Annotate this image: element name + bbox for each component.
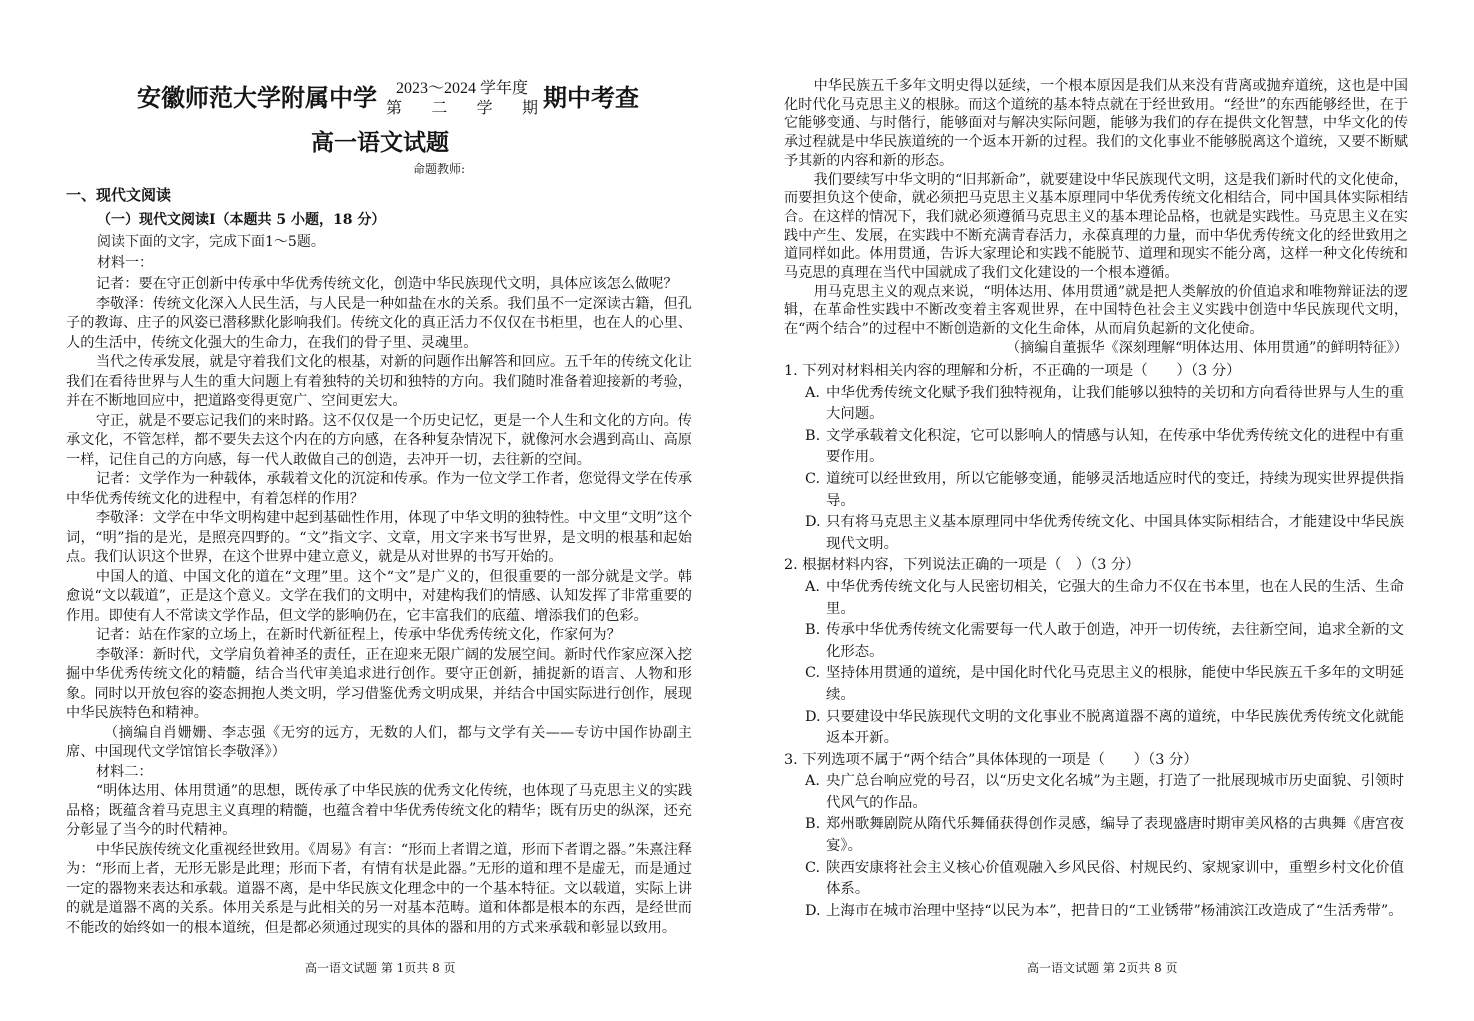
material1-paragraph: 李敬泽：文学在中华文明构建中起到基础性作用，体现了中华文明的独特性。中文里“文明”这个词，“明”指的是光，是照亮四野的。“文”指文字、文章，用文字来书写世界，是文明的根基和起始点。我们认识这个世界，在这个世界中建立意义，就是从对世界的书写开始的。 (66, 510, 693, 565)
option-label: D. (805, 902, 821, 919)
material1-paragraph: 李敬泽：传统文化深入人民生活，与人民是一种如盐在水的关系。我们虽不一定深读古籍，但孔子的教诲、庄子的风姿已潜移默化影响我们。传统文化的真正活力不仅仅在书柜里，也在人的心里、人的生活中，传统文化强大的生命力，在我们的骨子里、灵魂里。 (66, 295, 692, 351)
material1-paragraph: 守正，就是不要忘记我们的来时路。这不仅仅是一个历史记忆，更是一个人生和文化的方向。传承文化，不管怎样，都不要失去这个内在的方向感，在各种复杂情况下，就像河水会遇到高山、高原一样，记住自己的方向感，每一代人敢做自己的创造，去冲开一切，去往新的空间。 (66, 412, 692, 468)
question-1-option-b (784, 426, 1404, 469)
option-text: 中华优秀传统文化与人民密切相关，它强大的生命力不仅在书本里，也在人民的生活、生命里。 (826, 578, 1404, 617)
paper-title: 高一语文试题 (311, 129, 449, 156)
option-label: B. (805, 427, 821, 444)
material2-label: 材料二： (95, 763, 153, 780)
option-text: 中华优秀传统文化赋予我们独特视角，让我们能够以独特的关切和方向看待世界与人生的重大问题。 (826, 384, 1404, 423)
material2-paragraph: 中华民族五千多年文明史得以延续，一个根本原因是我们从来没有背离或抛弃道统，这也是中国化时代化马克思主义的根脉。而这个道统的基本特点就在于经世致用。“经世”的东西能够经世，在于它能够变通、与时偕行，能够面对与解决实际问题，能够为我们的存在提供文化智慧，中华文化的传承过程就是中华民族道统的一个返本开新的过程。我们的文化事业不能够脱离这个道统，又要不断赋予其新的内容和新的形态。 (784, 78, 1408, 169)
option-label: D. (805, 514, 821, 531)
question-3-option-d (784, 901, 1404, 923)
material2-paragraph: 我们要续写中华文明的“旧邦新命”，就要建设中华民族现代文明，这是我们新时代的文化使命，而要担负这个使命，就必须把马克思主义基本原理同中华优秀传统文化相结合，同中国具体实际相结合。在这样的情况下，我们就必须遵循马克思主义的基本理论品格，也就是实践性。马克思主义在实践中产生、发展，在实践中不断充满青春活力，永葆真理的力量，而中华优秀传统文化的经世致用之道同样如此。体用贯通，告诉大家理论和实践不能脱节、道理和现实不能分离，这样一种文化传统和马克思的真理在当代中国就成了我们文化建设的一个根本遵循。 (784, 171, 1408, 282)
option-label: A. (805, 384, 820, 401)
option-text: 央广总台响应党的号召，以“历史文化名城”为主题，打造了一批展现城市历史面貌、引领时代风气的作品。 (826, 773, 1404, 811)
left-page-footer: 高一语文试题 第 1页共 8 页 (305, 961, 456, 975)
option-text: 传承中华优秀传统文化需要每一代人敢于创造，冲开一切传统，去往新空间，追求全新的文化形态。 (826, 622, 1404, 660)
subsection-title: （一）现代文阅读Ⅰ（本题共 5 小题，18 分） (97, 212, 386, 228)
question-1-stem: 1. 下列对材料相关内容的理解和分析，不正确的一项是（ ）（3 分） (784, 363, 1241, 379)
material1-paragraph: 当代之传承发展，就是守着我们文化的根基，对新的问题作出解答和回应。五千年的传统文化让我们在看待世界与人生的重大问题上有着独特的关切和独特的方向。我们随时准备着迎接新的考验，并在不断地回应中，把道路变得更宽广、空间更宏大。 (66, 354, 692, 409)
question-setter: 命题教师: (413, 162, 466, 176)
question-list (784, 361, 1404, 922)
material1-paragraph: 中国人的道、中国文化的道在“文理”里。这个“文”是广义的，但很重要的一部分就是文学。韩愈说“文以载道”，正是这个意义。文学在我们的文明中，对建构我们的情感、认知发挥了非常重要的作用。即使有人不常读文学作品，但文学的影响仍在，它丰富我们的底蕴、增添我们的色彩。 (66, 568, 692, 624)
material2-paragraph: 用马克思主义的观点来说，“明体达用、体用贯通”就是把人类解放的价值追求和唯物辩证法的逻辑，在革命性实践中不断改变着主客观世界，在中国特色社会主义实践中创造中华民族现代文明，在“两个结合”的过程中不断创造新的文化生命体，从而肩负起新的文化使命。 (784, 283, 1408, 338)
right-page-footer: 高一语文试题 第 2页共 8 页 (1027, 961, 1178, 975)
option-text: 只有将马克思主义基本原理同中华优秀传统文化、中国具体实际相结合，才能建设中华民族现代文明。 (826, 514, 1404, 552)
material1-paragraph: 记者：要在守正创新中传承中华优秀传统文化，创造中华民族现代文明，具体应该怎么做呢？ (95, 276, 678, 292)
option-label: C. (805, 470, 821, 487)
material2-paragraph: 中华民族传统文化重视经世致用。《周易》有言：“形而上者谓之道，形而下者谓之器。”朱熹注释为：“形而上者，无形无影是此理；形而下者，有情有状是此器。”无形的道和理不是虚无，而是通过一定的器物来表达和承载。道器不离，是中华民族文化理念中的一个基本特征。文以载道，实际上讲的就是道器不离的关系。体用关系是与此相关的另一对基本范畴。道和体都是根本的东西，是经世而不能改的始终如一的根本道统，但是都必须通过现实的具体的器和用的方式来承载和彰显以致用。 (66, 841, 692, 936)
option-label: A. (805, 578, 820, 595)
material1-paragraph: 记者：站在作家的立场上，在新时代新征程上，传承中华优秀传统文化，作家何为？ (95, 627, 621, 643)
school-name: 安徽师范大学附属中学 (137, 83, 377, 112)
section-title: 一、现代文阅读 (66, 186, 172, 204)
option-label: C. (805, 665, 821, 682)
exam-name: 期中考查 (543, 83, 639, 112)
question-1-option-a (784, 383, 1404, 426)
material1-paragraph: 记者：文学作为一种载体，承载着文化的沉淀和传承。作为一位文学工作者，您觉得文学在传承中华优秀传统文化的进程中，有着怎样的作用？ (66, 471, 692, 507)
option-text: 郑州歌舞剧院从隋代乐舞俑获得创作灵感，编导了表现盛唐时期审美风格的古典舞《唐宫夜宴》。 (826, 816, 1404, 855)
question-2-option-a (784, 577, 1404, 620)
right-page-body (784, 77, 1408, 358)
option-text: 只要建设中华民族现代文明的文化事业不脱离道器不离的道统，中华民族优秀传统文化就能返本开新。 (826, 708, 1404, 747)
term-stack (386, 79, 538, 117)
material2-source: （摘编自董振华《深刻理解“明体达用、体用贯通”的鲜明特征》） (1006, 339, 1408, 356)
option-label: B. (805, 816, 821, 833)
question-3-option-c (784, 858, 1404, 901)
question-3-option-a (784, 771, 1404, 814)
question-2-option-c (784, 663, 1404, 706)
option-label: A. (805, 773, 820, 790)
question-1-option-d (784, 512, 1404, 555)
option-label: B. (805, 622, 821, 639)
material1-label: 材料一： (97, 255, 153, 271)
option-text: 坚持体用贯通的道统，是中国化时代化马克思主义的根脉，能使中华民族五千多年的文明延续。 (826, 665, 1404, 703)
semester: 第 二 学 期 (386, 98, 538, 117)
reading-instruction: 阅读下面的文字，完成下面1～5题。 (97, 234, 325, 250)
question-3-stem: 3. 下列选项不属于“两个结合”具体体现的一项是（ ）（3 分） (784, 751, 1198, 768)
question-2-option-d (784, 707, 1404, 750)
left-page-body (66, 275, 692, 938)
option-text: 道统可以经世致用，所以它能够变通，能够灵活地适应时代的变迁，持续为现实世界提供指导。 (826, 470, 1404, 509)
question-1-option-c (784, 469, 1404, 512)
option-text: 上海市在城市治理中坚持“以民为本”，把昔日的“工业锈带”杨浦滨江改造成了“生活秀带”。 (826, 902, 1403, 919)
option-text: 陕西安康将社会主义核心价值观融入乡风民俗、村规民约、家规家训中，重塑乡村文化价值体系。 (826, 859, 1404, 898)
material2-paragraph: “明体达用、体用贯通”的思想，既传承了中华民族的优秀文化传统，也体现了马克思主义的实践品格；既蕴含着马克思主义真理的精髓，也蕴含着中华优秀传统文化的精华；既有历史的纵深，还充分彰显了当今的时代精神。 (66, 783, 693, 838)
question-2-stem: 2. 根据材料内容，下列说法正确的一项是（ ）（3 分） (784, 557, 1140, 574)
material1-source: （摘编自肖姗姗、李志强《无穷的远方，无数的人们，都与文学有关——专访中国作协副主席、中国现代文学馆馆长李敬泽》） (66, 724, 692, 760)
academic-year: 2023～2024 学年度 (395, 80, 528, 97)
question-2-option-b (784, 620, 1404, 663)
option-label: D. (805, 708, 821, 725)
option-label: C. (805, 859, 821, 876)
material1-paragraph: 李敬泽：新时代，文学肩负着神圣的责任，正在迎来无限广阔的发展空间。新时代作家应深入挖掘中华优秀传统文化的精髓，结合当代审美追求进行创作。要守正创新，捕捉新的语言、人物和形象。同时以开放包容的姿态拥抱人类文明，学习借鉴优秀文明成果，并结合中国实际进行创作，展现中华民族特色和精神。 (66, 646, 692, 721)
question-3-option-b (784, 814, 1404, 857)
option-text: 文学承载着文化积淀，它可以影响人的情感与认知，在传承中华优秀传统文化的进程中有重要作用。 (826, 427, 1404, 466)
